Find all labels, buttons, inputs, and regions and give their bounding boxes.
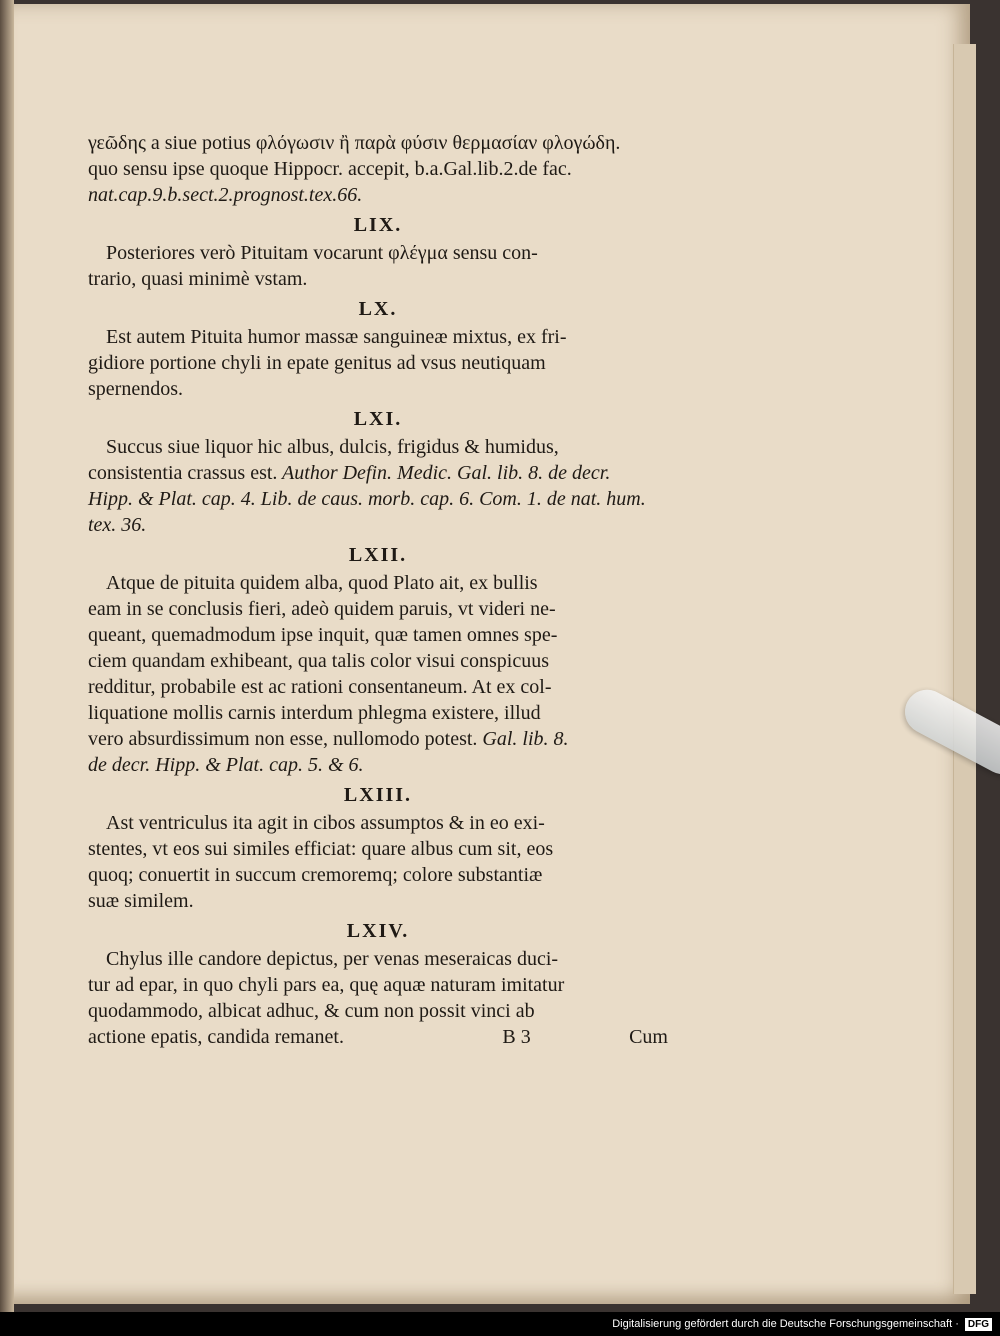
page-text	[88, 130, 668, 1050]
citation: Hipp. & Plat. cap. 4. Lib. de caus. morb. cap. 6. Com. 1. de nat. hum.	[88, 488, 646, 510]
last-line-row	[88, 1024, 668, 1050]
line: quoq; conuertit in succum cremoremq; colore substantiæ	[88, 864, 543, 886]
line: Ast ventriculus ita agit in cibos assumptos & in eo exi-	[106, 812, 545, 834]
line: Chylus ille candore depictus, per venas meseraicas duci-	[106, 948, 559, 970]
book-spine	[0, 0, 14, 1312]
citation: tex. 36.	[88, 514, 147, 536]
line: stentes, vt eos sui similes efficiat: quare albus cum sit, eos	[88, 838, 554, 860]
line: ciem quandam exhibeant, qua talis color visui conspicuus	[88, 650, 549, 672]
line: Succus siue liquor hic albus, dulcis, frigidus & humidus,	[106, 436, 559, 458]
line: gidiore portione chyli in epate genitus ad vsus neutiquam	[88, 352, 546, 374]
line: γεῶδης a siue potius φλόγωσιν ἢ παρὰ φύσιν θερμασίαν φλογώδη.	[88, 132, 621, 154]
line: liquatione mollis carnis interdum phlegma existere, illud	[88, 702, 541, 724]
line: spernendos.	[88, 378, 183, 400]
citation: nat.cap.9.b.sect.2.prognost.tex.66.	[88, 184, 363, 206]
last-line: actione epatis, candida remanet.	[88, 1026, 344, 1048]
signature-mark: B 3	[502, 1026, 531, 1048]
section-heading-59: LIX.	[353, 214, 403, 236]
line: Posteriores verò Pituitam vocarunt φλέγμα sensu con-	[106, 242, 538, 264]
section-heading-62: LXII.	[348, 544, 408, 566]
section-heading-60: LX.	[358, 298, 398, 320]
section-heading-64: LXIV.	[346, 920, 410, 942]
line	[88, 726, 668, 752]
line: queant, quemadmodum ipse inquit, quæ tamen omnes spe-	[88, 624, 558, 646]
line: redditur, probabile est ac rationi consentaneum. At ex col-	[88, 676, 552, 698]
line: suæ similem.	[88, 890, 194, 912]
footer-credit: Digitalisierung gefördert durch die Deutsche Forschungsgemeinschaft ·	[612, 1318, 959, 1330]
footer-bar	[0, 1312, 1000, 1336]
citation: Gal. lib. 8.	[477, 728, 569, 750]
section-heading-63: LXIII.	[343, 784, 413, 806]
catchword: Cum	[629, 1026, 668, 1048]
line: Atque de pituita quidem alba, quod Plato ait, ex bullis	[106, 572, 538, 594]
page-edge	[953, 44, 976, 1294]
line-text: vero absurdissimum non esse, nullomodo potest.	[88, 728, 478, 750]
citation: de decr. Hipp. & Plat. cap. 5. & 6.	[88, 754, 364, 776]
line: Est autem Pituita humor massæ sanguineæ mixtus, ex fri-	[106, 326, 567, 348]
line	[88, 460, 668, 486]
line-text: consistentia crassus est.	[88, 462, 278, 484]
line: trario, quasi minimè vstam.	[88, 268, 308, 290]
line: quo sensu ipse quoque Hippocr. accepit, b.a.Gal.lib.2.de fac.	[88, 158, 572, 180]
line: tur ad epar, in quo chyli pars ea, quę aquæ naturam imitatur	[88, 974, 565, 996]
section-heading-61: LXI.	[353, 408, 403, 430]
line: eam in se conclusis fieri, adeò quidem paruis, vt videri ne-	[88, 598, 556, 620]
line: quodammodo, albicat adhuc, & cum non possit vinci ab	[88, 1000, 535, 1022]
dfg-logo-icon: DFG	[965, 1318, 992, 1331]
citation: Author Defin. Medic. Gal. lib. 8. de decr.	[277, 462, 611, 484]
